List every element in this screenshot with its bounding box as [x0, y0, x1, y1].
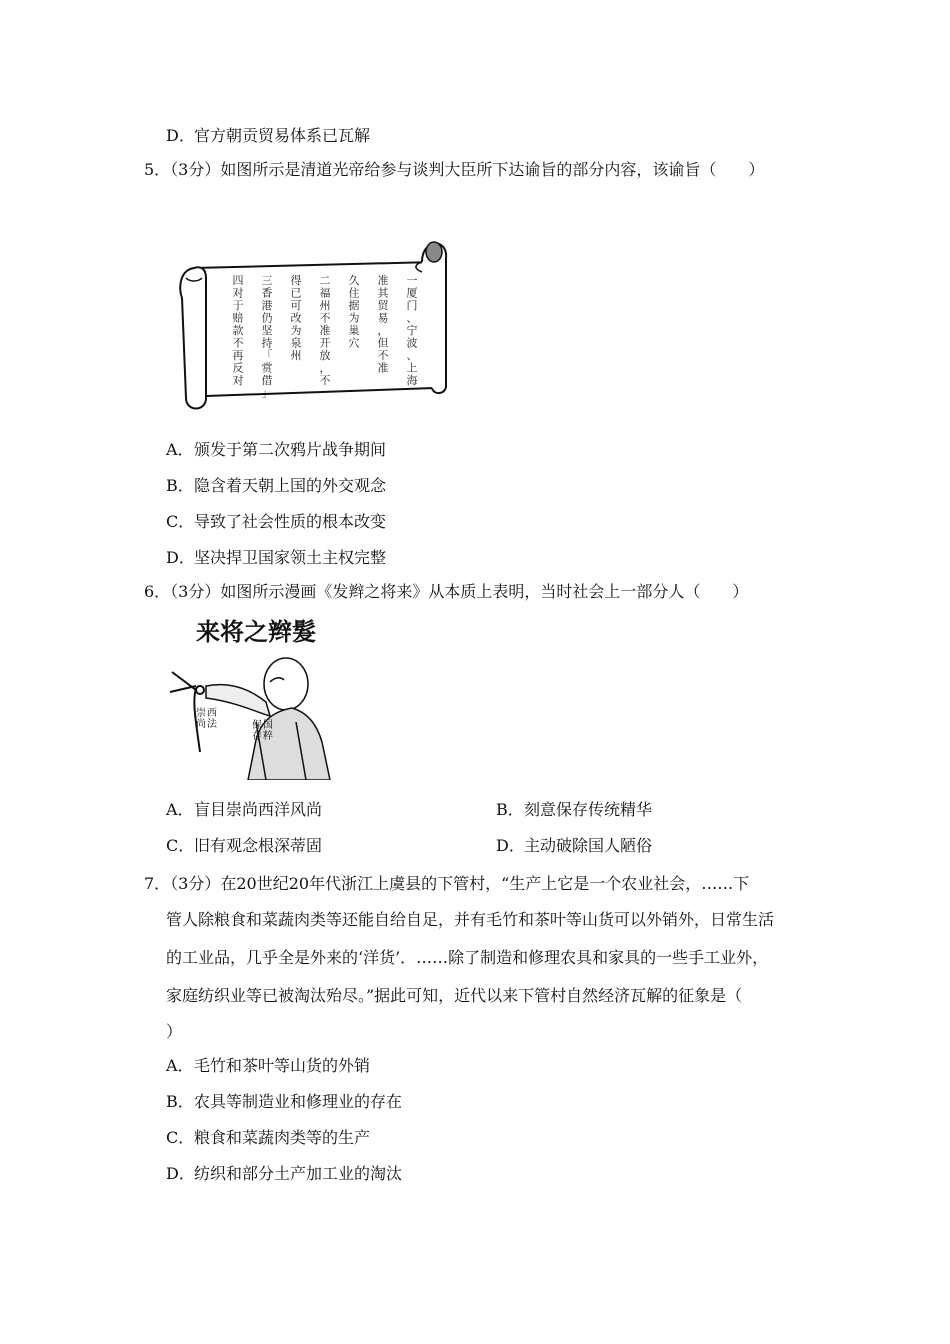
- q6-option-c[interactable]: [166, 836, 322, 856]
- scissors-icon: [170, 672, 204, 694]
- option-letter: D．: [166, 1164, 195, 1183]
- option-text: 毛竹和茶叶等山货的外销: [194, 1056, 371, 1075]
- scroll-column: 得已可改为泉州: [290, 274, 302, 362]
- q6-stem: 6．（3分）如图所示漫画《发辫之将来》从本质上表明，当时社会上一部分人（ ）: [144, 582, 749, 601]
- scroll-column: 二福州不准开放，不: [319, 274, 331, 387]
- q6-cartoon-figure: [166, 612, 380, 784]
- cartoon-label-right: [252, 718, 273, 742]
- scroll-column: 久住据为巢穴: [348, 274, 360, 350]
- option-letter: A．: [166, 800, 194, 819]
- option-letter: C．: [166, 836, 195, 855]
- q7-option-b[interactable]: [166, 1092, 402, 1112]
- option-text: 坚决捍卫国家领土主权完整: [194, 548, 387, 567]
- option-text: 旧有观念根深蒂固: [194, 836, 323, 855]
- option-letter: C．: [166, 1128, 195, 1147]
- option-text: 刻意保存传统精华: [524, 800, 653, 819]
- option-letter: D．: [496, 836, 525, 855]
- option-letter: D．: [166, 548, 195, 567]
- q7-stem-line-4: 家庭纺织业等已被淘汰殆尽。”据此可知，近代以来下管村自然经济瓦解的征象是（: [166, 986, 743, 1005]
- option-text: 农具等制造业和修理业的存在: [194, 1092, 403, 1111]
- option-text: 纺织和部分土产加工业的淘汰: [194, 1164, 403, 1183]
- option-text: 官方朝贡贸易体系已瓦解: [194, 126, 371, 145]
- option-letter: C．: [166, 512, 195, 531]
- q6-option-b[interactable]: [496, 800, 652, 820]
- svg-text:保存国粹: 保存国粹: [252, 720, 273, 742]
- q7-stem-line-3: 的工业品，几乎全是外来的‘洋货’．……除了制造和修理农具和家具的一些手工业外，: [166, 948, 769, 967]
- q7-option-a[interactable]: [166, 1056, 370, 1076]
- q5-option-a[interactable]: [166, 440, 386, 460]
- option-text: 盲目崇尚西洋风尚: [194, 800, 323, 819]
- q7-option-d[interactable]: [166, 1164, 402, 1184]
- q6-option-a[interactable]: [166, 800, 322, 820]
- scroll-column: 准其贸易，但不准: [377, 274, 389, 375]
- q6-option-d[interactable]: [496, 836, 652, 856]
- scroll-image: [176, 238, 450, 414]
- cartoon-image: [166, 612, 380, 780]
- option-letter: B．: [496, 800, 524, 819]
- q5-option-b[interactable]: [166, 476, 386, 496]
- q7-option-c[interactable]: [166, 1128, 370, 1148]
- option-letter: B．: [166, 1092, 194, 1111]
- q7-stem-line-2: 管人除粮食和菜蔬肉类等还能自给自足，并有毛竹和茶叶等山货可以外销外，日常生活: [166, 910, 775, 929]
- option-text: 颁发于第二次鸦片战争期间: [194, 440, 387, 459]
- q5-stem: 5．（3分）如图所示是清道光帝给参与谈判大臣所下达谕旨的部分内容，该谕旨（ ）: [144, 160, 765, 179]
- q7-stem-line-5: ）: [166, 1022, 183, 1041]
- option-letter: D．: [166, 126, 195, 145]
- q5-option-d[interactable]: [166, 548, 386, 568]
- scroll-column: 一厦门、宁波、上海: [406, 274, 418, 387]
- q5-scroll-figure: [176, 238, 450, 418]
- option-letter: A．: [166, 1056, 194, 1075]
- q5-option-c[interactable]: [166, 512, 386, 532]
- man-figure: [206, 658, 330, 780]
- option-text: 隐含着天朝上国的外交观念: [194, 476, 387, 495]
- q7-stem-line-1: 7．（3分）在20世纪20年代浙江上虞县的下管村，“生产上它是一个农业社会，……下: [144, 874, 750, 893]
- svg-text:崇尚西法: 崇尚西法: [196, 708, 217, 730]
- scroll-column: 三香港仍坚持「赏借」: [261, 274, 273, 400]
- option-text: 主动破除国人陋俗: [524, 836, 653, 855]
- cartoon-title: 来将之辫髮: [196, 617, 316, 646]
- cartoon-label-left: [196, 706, 218, 730]
- option-letter: B．: [166, 476, 194, 495]
- q4-option-d[interactable]: [166, 126, 370, 146]
- scroll-column: 四对于赔款不再反对: [232, 274, 244, 387]
- option-letter: A．: [166, 440, 194, 459]
- option-text: 粮食和菜蔬肉类等的生产: [194, 1128, 371, 1147]
- option-text: 导致了社会性质的根本改变: [194, 512, 387, 531]
